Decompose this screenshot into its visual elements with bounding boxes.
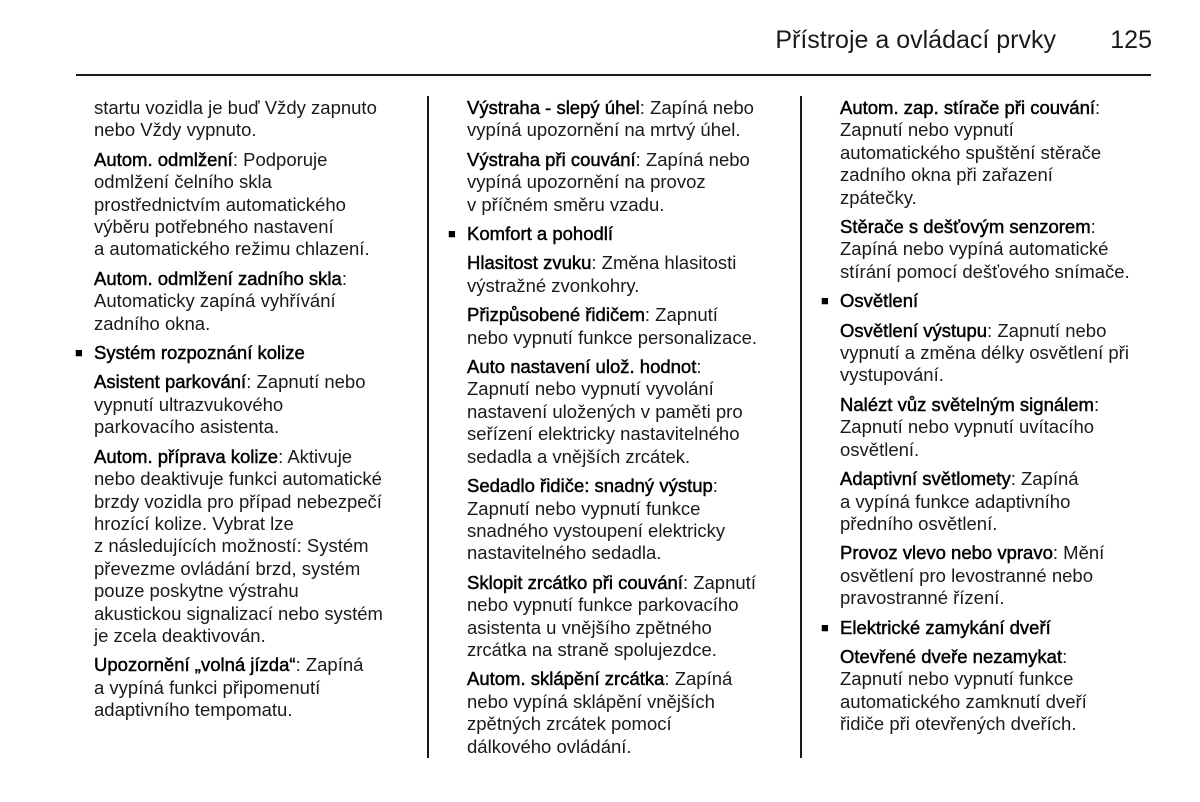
bullet-icon: ■ <box>75 345 83 361</box>
setting-term: Asistent parkování <box>94 371 247 393</box>
setting-description: : Zapíná nebo <box>635 148 750 170</box>
header-title: Přístroje a ovládací prvky <box>775 26 1056 54</box>
text-line: zadního okna. <box>94 312 211 334</box>
setting-term: Výstraha při couvání <box>467 148 636 170</box>
entry-first-line <box>467 149 789 171</box>
setting-entry <box>467 475 789 565</box>
setting-term: Autom. odmlžení zadního skla <box>94 267 342 289</box>
text-line: převezme ovládání brzd, systém <box>94 557 361 579</box>
setting-term: Otevřené dveře nezamykat <box>840 645 1063 667</box>
setting-entry <box>840 216 1158 283</box>
bullet-icon: ■ <box>821 619 829 635</box>
text-line: Zapnutí nebo vypnutí funkce <box>840 668 1074 690</box>
section-label: Elektrické zamykání dveří <box>840 616 1051 638</box>
setting-entry <box>94 371 416 438</box>
text-line: prostřednictvím automatického <box>94 193 346 215</box>
text-line: nebo vypnutí funkce personalizace. <box>467 326 758 348</box>
setting-description: : <box>1095 97 1101 118</box>
setting-description: : Zapnutí nebo <box>987 319 1107 341</box>
setting-description: : <box>712 475 718 497</box>
setting-description: : Zapnutí <box>682 571 756 593</box>
text-column-1 <box>75 97 416 729</box>
setting-entry <box>467 356 789 468</box>
entry-first-line <box>467 97 789 119</box>
entry-first-line <box>94 268 416 290</box>
text-line: výstražné zvonkohry. <box>467 274 640 296</box>
setting-term: Adaptivní světlomety <box>840 468 1011 490</box>
paragraph <box>94 97 416 142</box>
text-line: odmlžení čelního skla <box>94 171 272 193</box>
page-number: 125 <box>1110 26 1152 54</box>
text-line: vypnutí ultrazvukového <box>94 393 284 415</box>
setting-entry <box>94 654 416 721</box>
text-line: Zapnutí nebo vypnutí uvítacího <box>840 416 1095 438</box>
setting-term: Nalézt vůz světelným signálem <box>840 393 1094 415</box>
setting-description: : <box>1093 393 1100 415</box>
setting-term: Přizpůsobené řidičem <box>467 304 645 326</box>
text-line: zadního okna při zařazení <box>840 164 1053 186</box>
column-divider <box>800 96 802 758</box>
text-line: sedadla a vnějších zrcátek. <box>467 445 691 467</box>
text-line: je zcela deaktivován. <box>94 624 266 646</box>
text-line: osvětlení. <box>840 438 920 460</box>
setting-description: : Změna hlasitosti <box>591 252 737 274</box>
setting-description: : <box>1090 216 1096 238</box>
entry-first-line <box>467 572 789 594</box>
text-line: a automatického režimu chlazení. <box>94 238 370 260</box>
setting-description: : Podporuje <box>232 148 328 170</box>
text-line: pouze poskytne výstrahu <box>94 580 299 602</box>
text-line: řidiče při otevřených dveřích. <box>840 713 1077 735</box>
setting-entry <box>467 668 789 758</box>
setting-term: Sklopit zrcátko při couvání <box>467 571 683 593</box>
entry-first-line <box>840 468 1158 490</box>
text-line: stírání pomocí dešťového snímače. <box>840 260 1130 282</box>
entry-first-line <box>94 149 416 171</box>
entry-first-line <box>840 320 1158 342</box>
setting-entry <box>94 149 416 261</box>
text-line: osvětlení pro levostranné nebo <box>840 564 1094 586</box>
setting-term: Výstraha - slepý úhel <box>467 97 640 118</box>
text-column-3 <box>821 97 1158 743</box>
setting-entry <box>840 468 1158 535</box>
setting-term: Provoz vlevo nebo vpravo <box>840 542 1053 564</box>
entry-first-line <box>467 252 789 274</box>
setting-entry <box>467 97 789 142</box>
entry-first-line <box>467 356 789 378</box>
text-line: startu vozidla je buď Vždy zapnuto <box>94 97 377 118</box>
text-line: seřízení elektricky nastavitelného <box>467 423 740 445</box>
entry-first-line <box>840 216 1158 238</box>
setting-description: : <box>696 356 702 378</box>
section-heading <box>75 342 416 364</box>
setting-entry <box>94 268 416 335</box>
setting-description: : <box>341 267 347 289</box>
text-line: Zapíná nebo vypíná automatické <box>840 238 1109 260</box>
setting-entry <box>467 572 789 662</box>
text-line: asistenta u vnějšího zpětného <box>467 616 712 638</box>
setting-term: Osvětlení výstupu <box>840 319 988 341</box>
setting-entry <box>840 646 1158 736</box>
entry-first-line <box>94 371 416 393</box>
text-line: vypnutí a změna délky osvětlení při <box>840 342 1129 364</box>
text-line: snadného vystoupení elektricky <box>467 519 726 541</box>
text-line: z následujících možností: Systém <box>94 535 369 557</box>
setting-entry <box>467 252 789 297</box>
text-line: hrozící kolize. Vybrat lze <box>94 512 294 534</box>
page-header <box>76 24 1152 58</box>
setting-term: Autom. zap. stírače při couvání <box>840 97 1096 118</box>
text-line: nastavení uložených v paměti pro <box>467 400 743 422</box>
text-line: Zapnutí nebo vypnutí <box>840 119 1014 141</box>
text-column-2 <box>448 97 789 765</box>
text-line: pravostranné řízení. <box>840 587 1005 609</box>
section-label: Systém rozpoznání kolize <box>94 342 305 364</box>
setting-entry <box>840 97 1158 209</box>
setting-term: Autom. odmlžení <box>94 148 233 170</box>
text-line: automatického spuštění stěrače <box>840 141 1102 163</box>
section-heading <box>448 223 789 245</box>
text-line: nebo vypnutí funkce parkovacího <box>467 594 739 616</box>
entry-first-line <box>467 475 789 497</box>
text-line: předního osvětlení. <box>840 512 998 534</box>
text-line: adaptivního tempomatu. <box>94 699 293 721</box>
text-line: Zapnutí nebo vypnutí vyvolání <box>467 378 714 400</box>
text-line: vypíná upozornění na mrtvý úhel. <box>467 119 741 141</box>
text-line: brzdy vozidla pro případ nebezpečí <box>94 490 382 512</box>
entry-first-line <box>840 646 1158 668</box>
text-line: v příčném směru vzadu. <box>467 193 665 215</box>
setting-entry <box>467 304 789 349</box>
setting-term: Sedadlo řidiče: snadný výstup <box>467 475 713 497</box>
setting-description: : Zapíná <box>295 654 364 676</box>
entry-first-line <box>467 304 789 326</box>
entry-first-line <box>94 446 416 468</box>
setting-entry <box>467 149 789 216</box>
setting-description: : Zapnutí <box>644 304 718 326</box>
setting-description: : Zapnutí nebo <box>246 371 366 393</box>
text-line: automatického zamknutí dveří <box>840 690 1087 712</box>
text-line: výběru potřebného nastavení <box>94 216 334 238</box>
column-divider <box>427 96 429 758</box>
entry-first-line <box>840 394 1158 416</box>
setting-term: Hlasitost zvuku <box>467 252 592 274</box>
setting-description: : Zapíná <box>1010 468 1079 490</box>
text-line: nebo Vždy vypnuto. <box>94 119 257 141</box>
text-line: nebo vypíná sklápění vnějších <box>467 690 715 712</box>
bullet-icon: ■ <box>821 293 829 309</box>
text-line: a vypíná funkci připomenutí <box>94 676 321 698</box>
setting-term: Autom. příprava kolize <box>94 445 279 467</box>
setting-term: Upozornění „volná jízda“ <box>94 654 296 676</box>
text-line: a vypíná funkce adaptivního <box>840 490 1071 512</box>
text-line: nastavitelného sedadla. <box>467 542 662 564</box>
setting-entry <box>94 446 416 648</box>
text-line: zpětných zrcátek pomocí <box>467 713 672 735</box>
setting-term: Auto nastavení ulož. hodnot <box>467 356 697 378</box>
text-line: zrcátka na straně spolujezdce. <box>467 638 717 660</box>
text-line: vystupování. <box>840 364 944 386</box>
bullet-icon: ■ <box>448 226 456 242</box>
setting-description: : Mění <box>1052 542 1105 564</box>
section-heading <box>821 290 1158 312</box>
text-line: Zapnutí nebo vypnutí funkce <box>467 497 701 519</box>
header-divider <box>76 74 1151 76</box>
section-label: Komfort a pohodlí <box>467 223 614 245</box>
entry-first-line <box>94 654 416 676</box>
section-heading <box>821 616 1158 639</box>
setting-description: : <box>1062 645 1068 667</box>
entry-first-line <box>840 542 1158 564</box>
setting-description: : Zapíná <box>664 668 733 690</box>
entry-first-line <box>840 97 1158 119</box>
section-label: Osvětlení <box>840 290 919 312</box>
setting-description: : Aktivuje <box>278 445 353 467</box>
text-line: akustickou signalizací nebo systém <box>94 602 383 624</box>
setting-entry <box>840 542 1158 609</box>
text-line: zpátečky. <box>840 186 917 208</box>
text-line: nebo deaktivuje funkci automatické <box>94 468 382 490</box>
setting-entry <box>840 320 1158 387</box>
text-line: vypíná upozornění na provoz <box>467 171 706 193</box>
setting-description: : Zapíná nebo <box>639 97 754 118</box>
text-line: parkovacího asistenta. <box>94 416 280 438</box>
setting-term: Stěrače s dešťovým senzorem <box>840 216 1091 238</box>
text-line: dálkového ovládání. <box>467 735 632 757</box>
entry-first-line <box>467 668 789 690</box>
setting-term: Autom. sklápění zrcátka <box>467 668 665 690</box>
text-line: Automaticky zapíná vyhřívání <box>94 290 336 312</box>
setting-entry <box>840 394 1158 461</box>
